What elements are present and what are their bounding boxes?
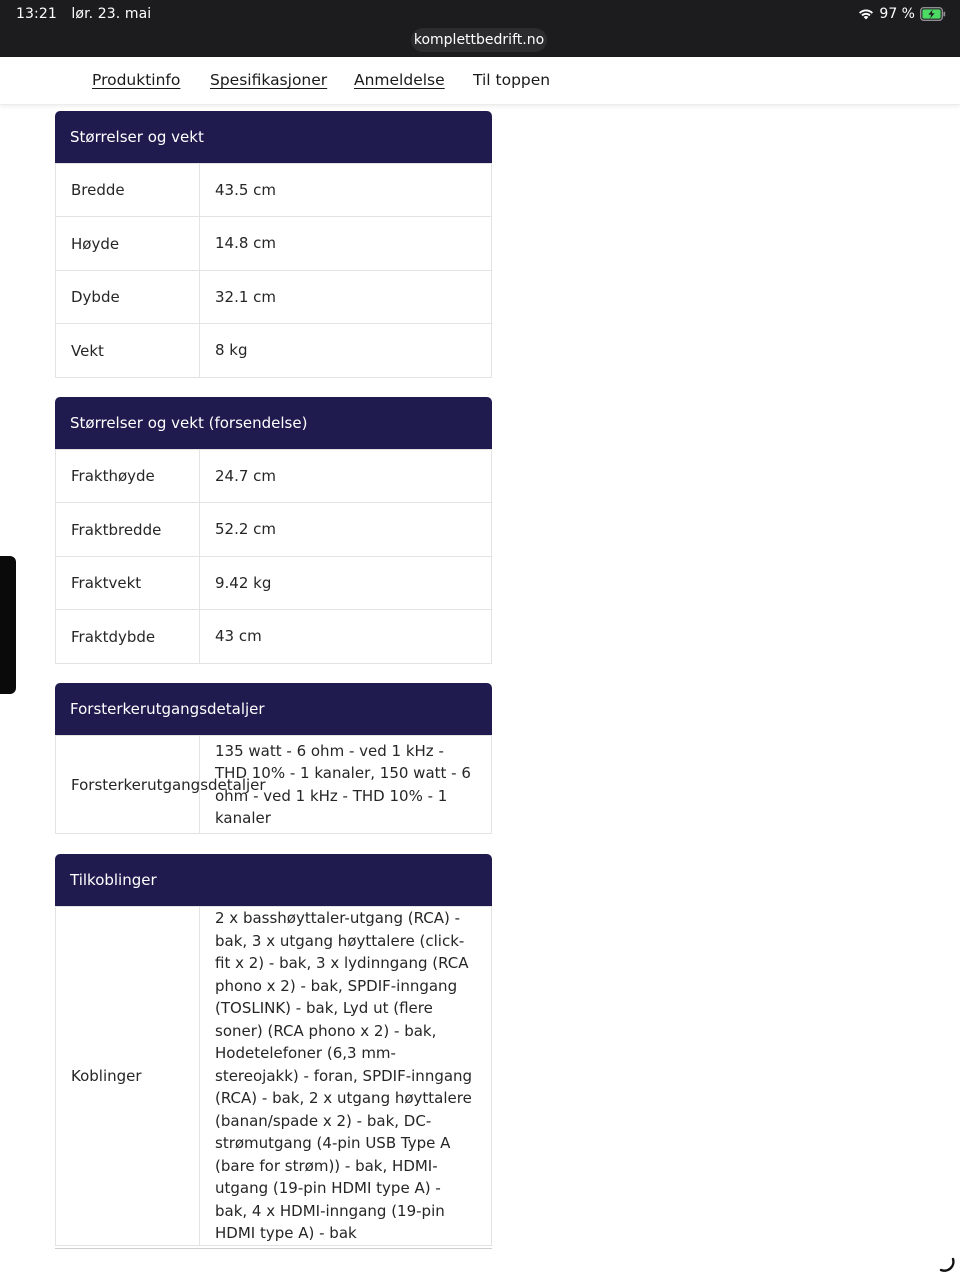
spec-value: 32.1 cm [200,271,492,324]
spec-table [55,449,492,664]
table-row [56,271,492,324]
table-row [56,217,492,271]
battery-percent: 97 % [879,6,915,22]
spec-section-shipping-dimensions [55,397,492,664]
status-right [858,6,946,22]
section-header: Tilkoblinger [55,854,492,906]
section-nav-bar [0,57,960,105]
spec-value: 8 kg [200,324,492,378]
spec-key: Dybde [56,271,200,324]
spec-table [55,906,492,1246]
divider [55,1248,492,1249]
status-left [16,6,161,22]
spec-table [55,163,492,378]
url-bar[interactable]: komplettbedrift.no [411,28,547,52]
spec-key: Koblinger [56,907,200,1246]
spec-section-connections [55,854,492,1246]
table-row [56,610,492,664]
status-date: lør. 23. mai [71,6,152,22]
table-row [56,557,492,610]
table-row [56,164,492,217]
table-row [56,736,492,834]
table-row [56,907,492,1246]
nav-link-til-toppen[interactable]: Til toppen [473,71,551,89]
side-drawer-handle[interactable] [0,556,16,694]
spec-key: Høyde [56,217,200,271]
nav-link-spesifikasjoner[interactable]: Spesifikasjoner [210,71,328,89]
nav-link-anmeldelse[interactable]: Anmeldelse [354,71,445,89]
section-header: Størrelser og vekt [55,111,492,163]
status-time: 13:21 [16,6,57,22]
section-header: Størrelser og vekt (forsendelse) [55,397,492,449]
wifi-icon [858,8,874,20]
spec-section-amplifier-output [55,683,492,834]
spec-value: 43 cm [200,610,492,664]
spec-value: 135 watt - 6 ohm - ved 1 kHz - THD 10% - 1 kanaler, 150 watt - 6 ohm - ved 1 kHz - THD 10% - 1 kanaler [200,736,492,834]
status-bar [0,0,960,57]
table-row [56,450,492,503]
spec-value: 24.7 cm [200,450,492,503]
spec-section-dimensions [55,111,492,378]
loading-spinner-icon [938,1255,956,1277]
spec-value: 43.5 cm [200,164,492,217]
spec-key: Fraktdybde [56,610,200,664]
nav-link-produktinfo[interactable]: Produktinfo [92,71,181,89]
spec-key: Forsterkerutgangsdetaljer [56,736,200,834]
spec-key: Fraktbredde [56,503,200,557]
spec-value: 2 x basshøyttaler-utgang (RCA) - bak, 3 x utgang høyttalere (click-fit x 2) - bak, 3 x lydinngang (RCA phono x 2) - bak, SPDIF-inngang (TOSLINK) - bak, Lyd ut (flere soner) (RCA phono x 2) - bak, Hodetelefoner (6,3 mm-stereojakk) - foran, SPDIF-inngang (RCA) - bak, 2 x utgang høyttalere (banan/spade x 2) - bak, DC-strømutgang (4-pin USB Type A (bare for strøm)) - bak, HDMI-utgang (19-pin HDMI type A) - bak, 4 x HDMI-inngang (19-pin HDMI type A) - bak [200,907,492,1246]
table-row [56,503,492,557]
spec-key: Frakthøyde [56,450,200,503]
table-row [56,324,492,378]
spec-key: Fraktvekt [56,557,200,610]
spec-key: Bredde [56,164,200,217]
spec-table [55,735,492,834]
spec-key: Vekt [56,324,200,378]
spec-value: 9.42 kg [200,557,492,610]
spec-value: 52.2 cm [200,503,492,557]
section-header: Forsterkerutgangsdetaljer [55,683,492,735]
spec-value: 14.8 cm [200,217,492,271]
battery-charging-icon [920,7,946,21]
